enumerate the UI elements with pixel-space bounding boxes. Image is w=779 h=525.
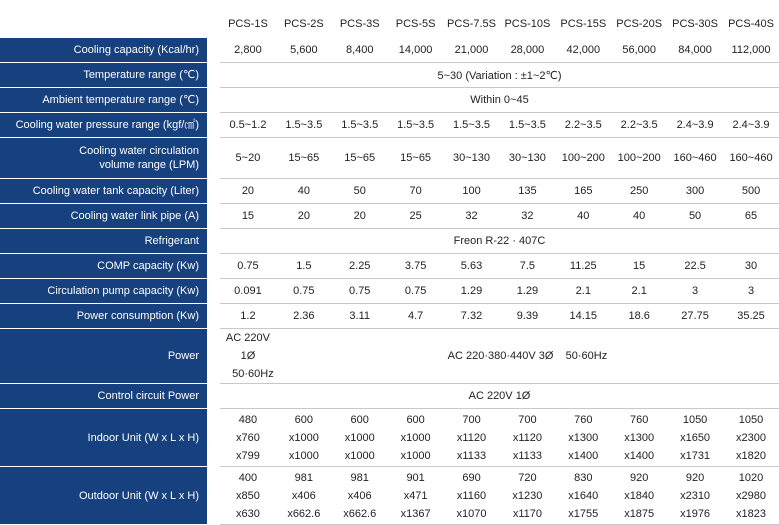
dimension-cell (611, 467, 667, 525)
gap-cell (207, 409, 220, 467)
value-cell: 250 (611, 179, 667, 204)
value-cell: 20 (332, 204, 388, 229)
gap-cell (207, 204, 220, 229)
row-cooling-capacity (0, 38, 779, 63)
dim-w: 901 (406, 471, 425, 484)
value-cell: 165 (555, 179, 611, 204)
dim-h: x1976 (680, 507, 711, 520)
dim-l: x850 (236, 489, 260, 502)
row-label: Cooling water pressure range (kgf/㎠) (0, 113, 207, 138)
dimension-cell (444, 467, 500, 525)
value-cell: 1.5~3.5 (332, 113, 388, 138)
gap-cell (207, 113, 220, 138)
dim-h: x1731 (680, 449, 711, 462)
dimension-cell (276, 467, 332, 525)
value-cell: 0.75 (332, 279, 388, 304)
model-header-row (0, 10, 779, 38)
row-label: Temperature range (℃) (0, 63, 207, 88)
dim-h: x1133 (512, 449, 542, 462)
value-cell: 7.5 (499, 254, 555, 279)
value-cell: 1.29 (444, 279, 500, 304)
value-cell: 0.75 (220, 254, 276, 279)
power-line: 50·60Hz (232, 368, 274, 380)
value-cell: 0.5~1.2 (220, 113, 276, 138)
spanning-value: Freon R-22 · 407C (220, 229, 779, 254)
dimension-cell (555, 409, 611, 467)
value-cell: 30~130 (444, 138, 500, 179)
row-label (0, 138, 207, 179)
dim-w: 720 (518, 471, 537, 484)
dim-w: 920 (685, 471, 705, 484)
row-ambient-temperature (0, 88, 779, 113)
dimension-cell (332, 409, 388, 467)
dim-w: 600 (350, 413, 369, 426)
value-cell: 14.15 (555, 304, 611, 329)
header-gap (207, 10, 220, 38)
row-label: Control circuit Power (0, 384, 207, 409)
value-cell: 160~460 (723, 138, 779, 179)
dim-l: x406 (347, 489, 372, 502)
dimension-cell (332, 467, 388, 525)
spanning-value: AC 220V 1Ø (220, 384, 779, 409)
row-label: Circulation pump capacity (Kw) (0, 279, 207, 304)
value-cell: 20 (220, 179, 276, 204)
dim-l: x2980 (736, 489, 766, 502)
dim-h: x1000 (344, 449, 375, 462)
model-name: PCS-10S (504, 18, 551, 30)
value-cell: 112,000 (723, 38, 779, 63)
gap-cell (207, 63, 220, 88)
dim-h: x1070 (456, 507, 487, 520)
value-cell: 1.29 (499, 279, 555, 304)
dim-w: 981 (294, 471, 314, 484)
dimension-cell (220, 409, 276, 467)
gap-cell (207, 304, 220, 329)
dim-l: x1650 (680, 431, 711, 444)
dim-w: 700 (462, 413, 481, 426)
dim-l: x1230 (512, 489, 543, 502)
dim-h: x1400 (624, 449, 655, 462)
power-line: AC 220V 1Ø (225, 332, 270, 362)
value-cell: 50 (332, 179, 388, 204)
dimension-cell (611, 409, 667, 467)
dim-h: x662.6 (287, 507, 321, 520)
dim-h: x1000 (400, 449, 431, 462)
dim-w: 830 (574, 471, 593, 484)
dim-w: 1020 (738, 471, 764, 484)
row-label: Power consumption (Kw) (0, 304, 207, 329)
row-label: Cooling water link pipe (A) (0, 204, 207, 229)
dim-l: x471 (403, 489, 428, 502)
dim-w: 760 (630, 413, 649, 426)
dimension-cell (388, 409, 444, 467)
dim-l: x1840 (624, 489, 655, 502)
value-cell: 20 (276, 204, 332, 229)
value-cell: 2.2~3.5 (555, 113, 611, 138)
value-cell: 30~130 (499, 138, 555, 179)
dim-h: x662.6 (343, 507, 377, 520)
dim-w: 760 (574, 413, 593, 426)
value-cell: 2.2~3.5 (611, 113, 667, 138)
model-name: PCS-40S (728, 18, 774, 30)
value-cell: 2.25 (332, 254, 388, 279)
gap-cell (207, 279, 220, 304)
value-cell: 1.2 (220, 304, 276, 329)
value-cell: 2,800 (220, 38, 276, 63)
dimension-cell (667, 409, 723, 467)
value-cell: 32 (499, 204, 555, 229)
value-cell: 3 (667, 279, 723, 304)
dim-w: 1050 (682, 413, 708, 426)
value-cell: 40 (611, 204, 667, 229)
value-cell: 2.4~3.9 (667, 113, 723, 138)
dim-l: x1640 (568, 489, 599, 502)
value-cell: 25 (388, 204, 444, 229)
value-cell: 27.75 (667, 304, 723, 329)
value-cell: 100~200 (555, 138, 611, 179)
dim-w: 981 (350, 471, 369, 484)
value-cell: 1.5 (276, 254, 332, 279)
dim-h: x1755 (568, 507, 599, 520)
value-cell: 0.75 (276, 279, 332, 304)
row-indoor-unit (0, 409, 779, 467)
dim-l: x1300 (624, 431, 655, 444)
value-cell: 5~20 (220, 138, 276, 179)
gap-cell (207, 38, 220, 63)
row-label: Outdoor Unit (W x L x H) (0, 467, 207, 525)
value-cell: 15 (611, 254, 667, 279)
value-cell: 100 (444, 179, 500, 204)
dim-w: 700 (518, 413, 537, 426)
dim-h: x1170 (512, 507, 542, 520)
value-cell: 70 (388, 179, 444, 204)
dim-l: x2300 (736, 431, 766, 444)
value-cell: 40 (555, 204, 611, 229)
dimension-cell (555, 467, 611, 525)
spec-table (0, 10, 779, 525)
dim-h: x1000 (288, 449, 319, 462)
value-cell: 15 (220, 204, 276, 229)
row-label: Indoor Unit (W x L x H) (0, 409, 207, 467)
value-cell: 160~460 (667, 138, 723, 179)
row-circulation-volume (0, 138, 779, 179)
row-label: Refrigerant (0, 229, 207, 254)
dim-l: x1000 (400, 431, 431, 444)
row-label: Ambient temperature range (℃) (0, 88, 207, 113)
dim-w: 480 (238, 413, 258, 426)
dimension-cell (388, 467, 444, 525)
value-cell: 500 (723, 179, 779, 204)
dimension-cell (444, 409, 500, 467)
value-cell: 21,000 (444, 38, 500, 63)
value-cell: 300 (667, 179, 723, 204)
row-pump-capacity (0, 279, 779, 304)
value-cell: 2.1 (555, 279, 611, 304)
row-label-line: Cooling water circulation (79, 145, 199, 157)
value-cell: 65 (723, 204, 779, 229)
dim-l: x2310 (680, 489, 711, 502)
power-single-phase (220, 329, 276, 384)
gap-cell (207, 384, 220, 409)
row-power-consumption (0, 304, 779, 329)
value-cell: 42,000 (555, 38, 611, 63)
value-cell: 5,600 (276, 38, 332, 63)
dimension-cell (276, 409, 332, 467)
value-cell: 22.5 (667, 254, 723, 279)
dim-w: 600 (406, 413, 425, 426)
value-cell: 2.1 (611, 279, 667, 304)
dim-w: 600 (294, 413, 314, 426)
dim-h: x1400 (568, 449, 599, 462)
row-label: Cooling capacity (Kcal/hr) (0, 38, 207, 63)
value-cell: 1.5~3.5 (276, 113, 332, 138)
dimension-cell (499, 409, 555, 467)
value-cell: 11.25 (555, 254, 611, 279)
dim-w: 400 (238, 471, 258, 484)
value-cell: 4.7 (388, 304, 444, 329)
dim-l: x406 (291, 489, 316, 502)
value-cell: 35.25 (723, 304, 779, 329)
dim-h: x630 (236, 507, 260, 520)
row-link-pipe (0, 204, 779, 229)
header-blank (0, 10, 207, 38)
dim-l: x1300 (568, 431, 599, 444)
value-cell: 1.5~3.5 (388, 113, 444, 138)
dim-h: x1133 (456, 449, 487, 462)
dim-l: x1000 (344, 431, 375, 444)
dim-w: 690 (462, 471, 481, 484)
row-refrigerant (0, 229, 779, 254)
dim-l: x1120 (512, 431, 542, 444)
row-power (0, 329, 779, 384)
value-cell: 56,000 (611, 38, 667, 63)
row-pressure-range (0, 113, 779, 138)
value-cell: 14,000 (388, 38, 444, 63)
model-name: PCS-3S (339, 18, 380, 30)
gap-cell (207, 329, 220, 384)
dim-w: 920 (630, 471, 649, 484)
value-cell: 32 (444, 204, 500, 229)
model-name: PCS-1S (228, 18, 268, 30)
dim-h: x1820 (736, 449, 766, 462)
dim-l: x760 (236, 431, 260, 444)
gap-cell (207, 138, 220, 179)
value-cell: 15~65 (388, 138, 444, 179)
dimension-cell (723, 467, 779, 525)
row-comp-capacity (0, 254, 779, 279)
dim-l: x1160 (456, 489, 487, 502)
model-name: PCS-5S (395, 18, 436, 30)
row-tank-capacity (0, 179, 779, 204)
row-label-line: volume range (LPM) (99, 159, 199, 171)
gap-cell (207, 467, 220, 525)
gap-cell (207, 254, 220, 279)
row-label: Cooling water tank capacity (Liter) (0, 179, 207, 204)
dimension-cell (667, 467, 723, 525)
dim-l: x1120 (456, 431, 487, 444)
gap-cell (207, 88, 220, 113)
gap-cell (207, 179, 220, 204)
value-cell: 8,400 (332, 38, 388, 63)
value-cell: 84,000 (667, 38, 723, 63)
dim-l: x1000 (288, 431, 319, 444)
value-cell: 135 (499, 179, 555, 204)
value-cell: 18.6 (611, 304, 667, 329)
value-cell: 30 (723, 254, 779, 279)
spanning-value: 5~30 (Variation : ±1~2℃) (220, 63, 779, 88)
value-cell: 1.5~3.5 (499, 113, 555, 138)
value-cell: 0.091 (220, 279, 276, 304)
value-cell: 7.32 (444, 304, 500, 329)
value-cell: 5.63 (444, 254, 500, 279)
power-three-phase: AC 220·380·440V 3Ø 50·60Hz (276, 329, 779, 384)
dim-h: x1875 (624, 507, 655, 520)
row-control-circuit-power (0, 384, 779, 409)
value-cell: 2.4~3.9 (723, 113, 779, 138)
dim-h: x1823 (736, 507, 766, 520)
value-cell: 9.39 (499, 304, 555, 329)
value-cell: 50 (667, 204, 723, 229)
value-cell: 3.75 (388, 254, 444, 279)
dim-h: x1367 (400, 507, 431, 520)
row-temperature-range (0, 63, 779, 88)
dim-h: x799 (236, 449, 260, 462)
model-name: PCS-2S (283, 18, 324, 30)
row-label: Power (0, 329, 207, 384)
model-name: PCS-20S (616, 18, 663, 30)
value-cell: 15~65 (332, 138, 388, 179)
value-cell: 15~65 (276, 138, 332, 179)
value-cell: 2.36 (276, 304, 332, 329)
model-name: PCS-15S (560, 18, 607, 30)
value-cell: 1.5~3.5 (444, 113, 500, 138)
row-outdoor-unit (0, 467, 779, 525)
model-name: PCS-7.5S (447, 18, 496, 30)
model-name: PCS-30S (672, 18, 718, 30)
row-label: COMP capacity (Kw) (0, 254, 207, 279)
value-cell: 100~200 (611, 138, 667, 179)
gap-cell (207, 229, 220, 254)
value-cell: 3 (723, 279, 779, 304)
dim-w: 1050 (738, 413, 764, 426)
value-cell: 40 (276, 179, 332, 204)
dimension-cell (723, 409, 779, 467)
dimension-cell (220, 467, 276, 525)
spanning-value: Within 0~45 (220, 88, 779, 113)
dimension-cell (499, 467, 555, 525)
value-cell: 3.11 (332, 304, 388, 329)
value-cell: 0.75 (388, 279, 444, 304)
value-cell: 28,000 (499, 38, 555, 63)
